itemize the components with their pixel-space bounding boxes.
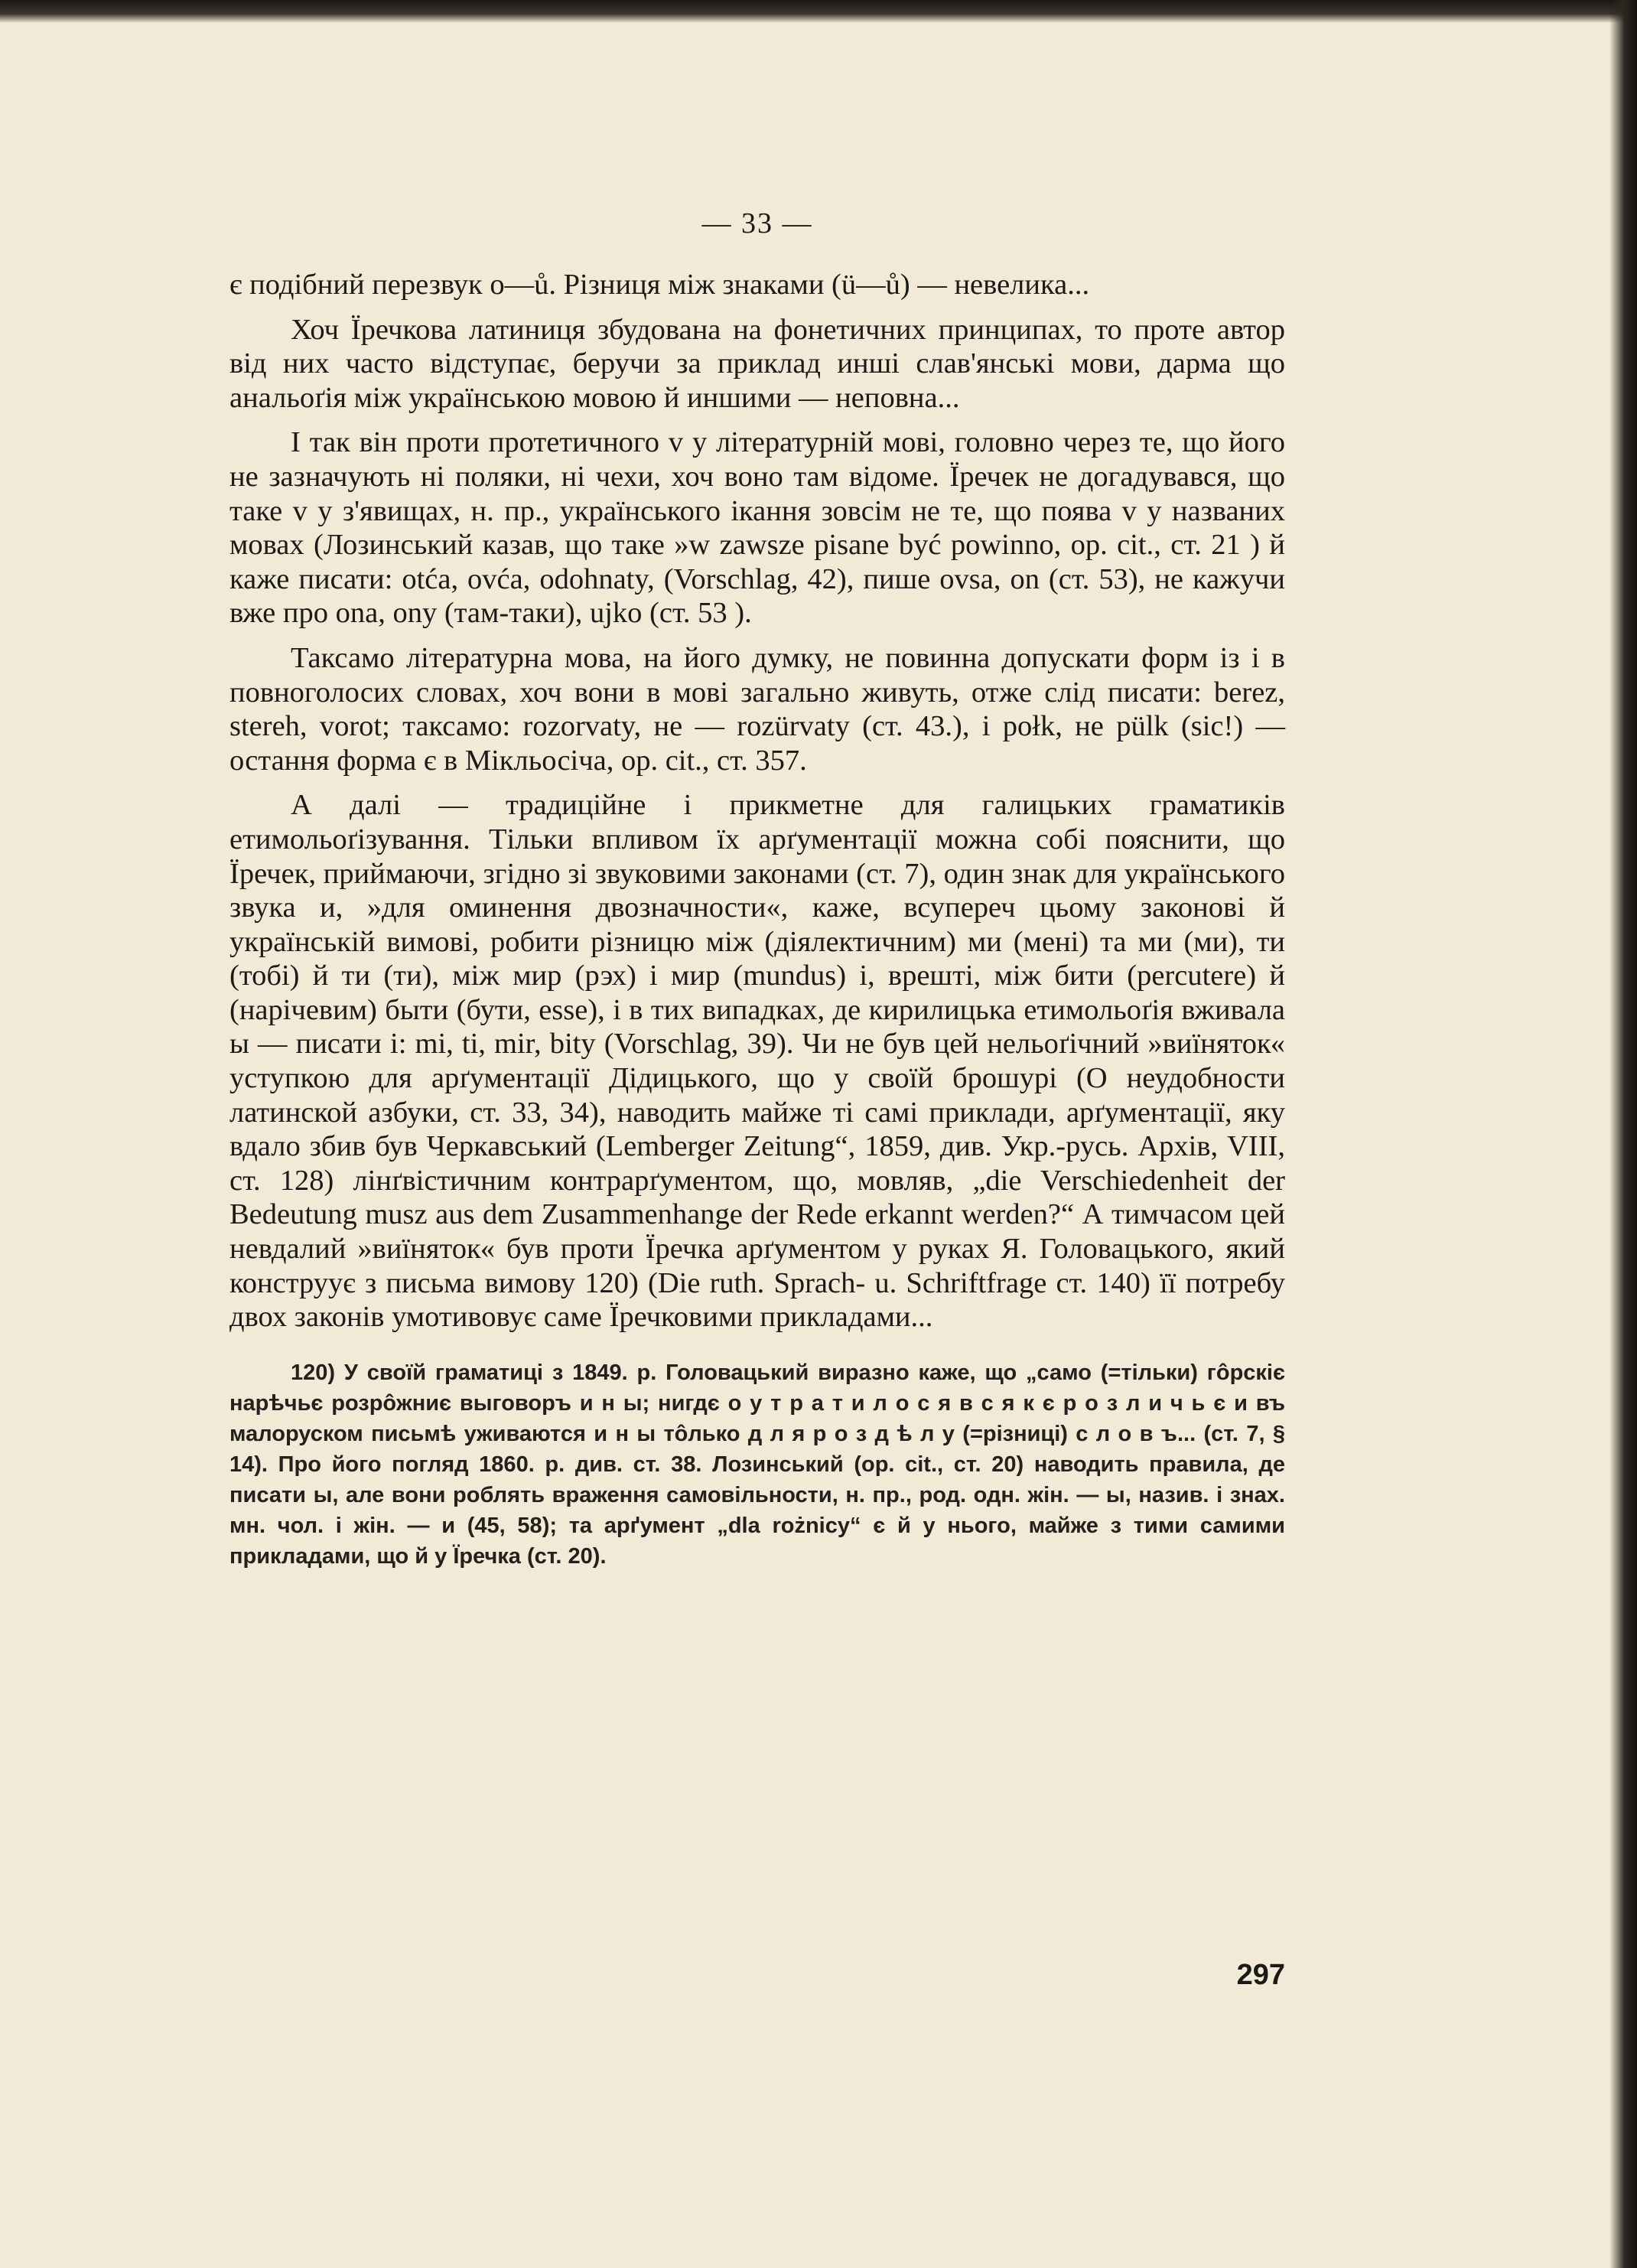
running-page-number: — 33 —: [701, 207, 813, 240]
footnote-120: 120) У своїй граматиці з 1849. р. Головацький виразно каже, що „само (=тільки) гôрскіє нарѣчьє розрôжниє выговоръ и н ы; нигдє о у т р а т и л о с я в с я к є р о з л и ч ь є и въ малоруском письмѣ уживаются и н ы тôлько д л я р о з д ѣ л у (=різниці) с л о в ъ... (ст. 7, § 14). Про його погляд 1860. р. див. ст. 38. Лозинський (op. cit., ст. 20) наводить правила, де писати ы, але вони роблять враження самовільности, н. пр., род. одн. жін. — ы, назив. і знах. мн. чол. і жін. — и (45, 58); та арґумент „dla rożnicy“ є й у нього, майже з тими самими прикладами, що й у Їречка (ст. 20).: [229, 1360, 1285, 1569]
page-body: [229, 207, 1285, 1594]
page-number: 297: [1236, 1959, 1285, 1991]
scan-edge-right: [1609, 0, 1637, 2268]
paragraph-5: А далі — традиційне і прикметне для галицьких граматиків етимольоґізування. Тільки впливом їх арґументації можна собі пояснити, що Їречек, приймаючи, згідно зі звуковими законами (ст. 7), один знак для українського звука и, »для оминення двозначности«, каже, всупереч цьому законові й українській вимові, робити різницю між (діялектичним) ми (мені) та ми (ми), ти (тобі) й ти (ти), між мир (рэх) і мир (mundus) і, врешті, між бити (percutere) й (нарічевим) быти (бути, esse), і в тих випадках, де кирилицька етимольоґія вживала ы — писати i: mi, ti, mir, bity (Vorschlag, 39). Чи не був цей нельоґічний »виїняток« уступкою для арґументації Дідицького, що у своїй брошурі (О неудобности латинской азбуки, ст. 33, 34), наводить майже ті самі приклади, арґументації, яку вдало збив був Черкавський (Lemberger Zeitung“, 1859, див. Укр.-русь. Архів, VIII, ст. 128) лінґвістичним контрарґументом, що, мовляв, „die Verschiedenheit der Bedeutung musz aus dem Zusammenhange der Rede erkannt werden?“ А тимчасом цей невдалий »виїняток« був проти Їречка арґументом у руках Я. Головацького, який конструує з письма вимову 120) (Die ruth. Sprach- u. Schriftfrage ст. 140) її потребу двох законів умотивовує саме Їречковими прикладами...: [229, 789, 1285, 1334]
paragraph-2: Хоч Їречкова латиниця збудована на фонетичних принципах, то проте автор від них часто відступає, беручи за приклад инші слав'янські мови, дарма що анальоґія між українською мовою й иншими — неповна...: [229, 313, 1285, 414]
paragraph-1: є подібний перезвук o—ů. Різниця між знаками (ü—ů) — невелика...: [229, 269, 1090, 301]
paragraph-4: Таксамо літературна мова, на його думку, не повинна допускати форм із і в повноголосих словах, хоч вони в мові загально живуть, отже слід писати: berez, stereh, vorot; таксамо: rozorvaty, не — rozürvaty (ст. 43.), і połk, не pülk (sic!) — остання форма є в Мікльосіча, op. cit., ст. 357.: [229, 641, 1285, 777]
scan-edge-top: [0, 0, 1637, 23]
paragraph-3: І так він проти протетичного v у літературній мові, головно через те, що його не зазначують ні поляки, ні чехи, хоч воно там відоме. Їречек не догадувався, що таке v у з'явищах, н. пр., українського ікання зовсім не те, що поява v у названих мовах (Лозинський казав, що таке »w zawsze pisane być powinno, op. cit., ст. 21 ) й каже писати: otća, ovća, odohnaty, (Vorschlag, 42), пише ovsa, on (ст. 53), не кажучи вже про ona, ony (там-таки), ujko (ст. 53 ).: [229, 426, 1285, 630]
